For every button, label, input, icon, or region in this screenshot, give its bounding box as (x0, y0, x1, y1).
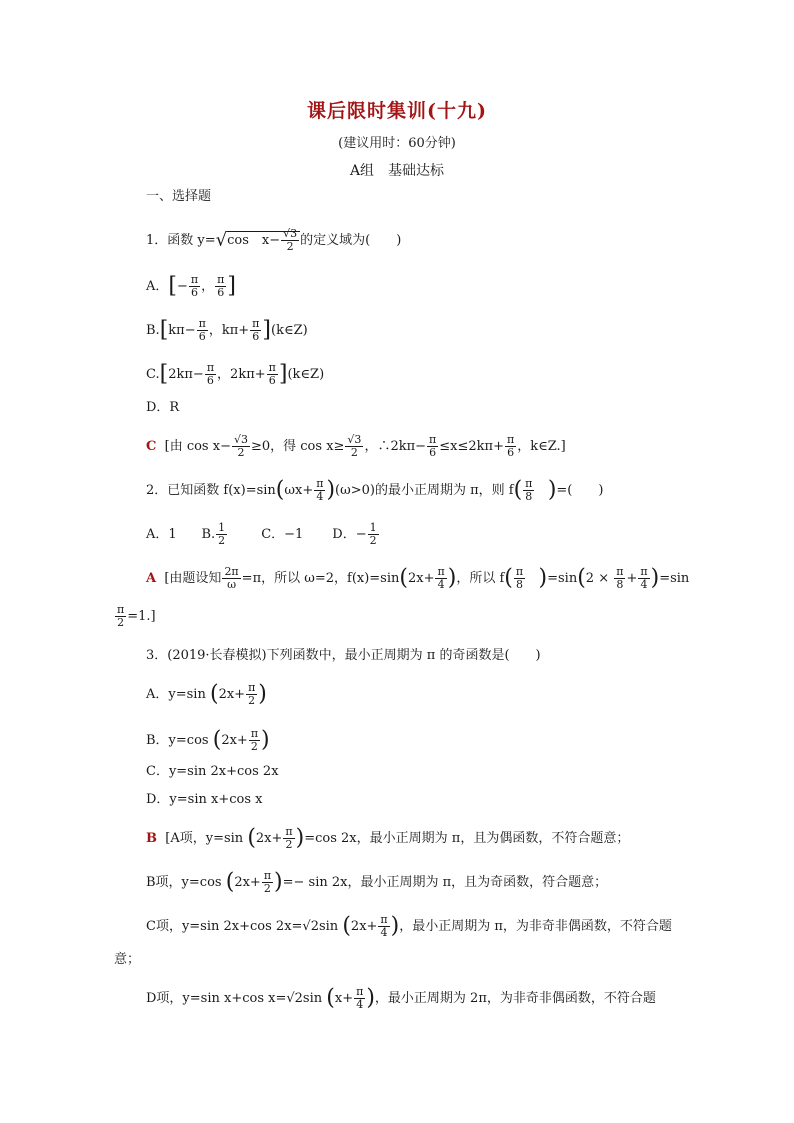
q2-options (146, 522, 380, 547)
q2-stem: 2．已知函数 f(x)=sin(ωx+ $\frac{\pi}{4}$ )(ω>0)的最小正周期为 π，则 f( $\frac{\pi}{8}$ )=( ) (146, 477, 604, 503)
q1-option-b: B.[kπ− $\frac{\pi}{6}$ ，kπ+ $\frac{\pi}{6}$ ](k∈Z) (146, 317, 308, 343)
answer-letter: C (146, 439, 157, 454)
q1-answer: C [由 cos x− $\frac{√3}{2}$ ≥0，得 cos x≥ $\frac{√3}{2}$ ，∴2kπ− $\frac{\pi}{6}$ ≤x≤2kπ+ $\frac{\pi}{6}$ ，k∈Z.] (146, 433, 566, 459)
q3-stem: 3．(2019·长春模拟)下列函数中，最小正周期为 π 的奇函数是( ) (146, 648, 541, 663)
q3-answer-d: D项，y=sin x+cos x=√2sin (x+ $\frac{\pi}{4}$ )，最小正周期为 2π，为非奇非偶函数，不符合题 (146, 985, 656, 1011)
q2-option-a: A．1 (146, 527, 177, 542)
q2-answer-cont: $\frac{\pi}{2}$ =1.] (117, 603, 156, 629)
suggested-time: (建议用时：60分钟) (338, 136, 456, 151)
q3-option-b: B．y=cos (2x+ $\frac{\pi}{2}$ ) (146, 727, 270, 753)
q3-answer-a: B [A项，y=sin (2x+ $\frac{\pi}{2}$ )=cos 2x，最小正周期为 π，且为偶函数，不符合题意； (146, 825, 630, 851)
q2-option-d: D．− $\frac{1}{2}$ (332, 521, 377, 547)
answer-letter: B (146, 831, 157, 846)
q2-option-b: B. $\frac{1}{2}$ (201, 521, 226, 547)
q3-answer-c: C项，y=sin 2x+cos 2x=√2sin (2x+ $\frac{\pi}{4}$ )，最小正周期为 π，为非奇非偶函数，不符合题 (146, 913, 672, 939)
group-heading: A组 基础达标 (349, 163, 445, 179)
q1-option-c: C.[2kπ− $\frac{\pi}{6}$ ，2kπ+ $\frac{\pi}{6}$ ](k∈Z) (146, 361, 325, 387)
q1-option-d: D．R (146, 400, 180, 415)
q3-answer-c-cont: 意； (114, 952, 141, 967)
section-heading: 一、选择题 (146, 189, 212, 204)
q3-option-c: C．y=sin 2x+cos 2x (146, 764, 279, 779)
q1-radicand: cos x− $\frac{√3}{2}$ (227, 231, 300, 248)
q3-option-a: A．y=sin (2x+ $\frac{\pi}{2}$ ) (146, 681, 267, 707)
fraction: $\frac{√3}{2}$ (283, 227, 298, 253)
q2-answer: A [由题设知 $\frac{2\pi}{\omega}$ =π，所以 ω=2，f(x)=sin(2x+ $\frac{\pi}{4}$ )，所以 f( $\frac{\pi}{8}$ )=sin(2 × $\frac{\pi}{8}$ + $\frac{\pi}{4}$ )=sin (146, 565, 690, 591)
q3-answer-b: B项，y=cos (2x+ $\frac{\pi}{2}$ )=− sin 2x，最小正周期为 π，且为奇函数，符合题意； (146, 869, 608, 895)
q1-stem: 1．函数 y=√cos x− $\frac{√3}{2}$ 的定义域为( ) (146, 227, 402, 253)
answer-letter: A (146, 571, 157, 586)
page-title: 课后限时集训(十九) (307, 100, 487, 122)
q2-option-c: C．−1 (261, 527, 304, 542)
q1-option-a: A．[− $\frac{\pi}{6}$ ， $\frac{\pi}{6}$ ] (146, 273, 236, 299)
q3-option-d: D．y=sin x+cos x (146, 792, 263, 807)
